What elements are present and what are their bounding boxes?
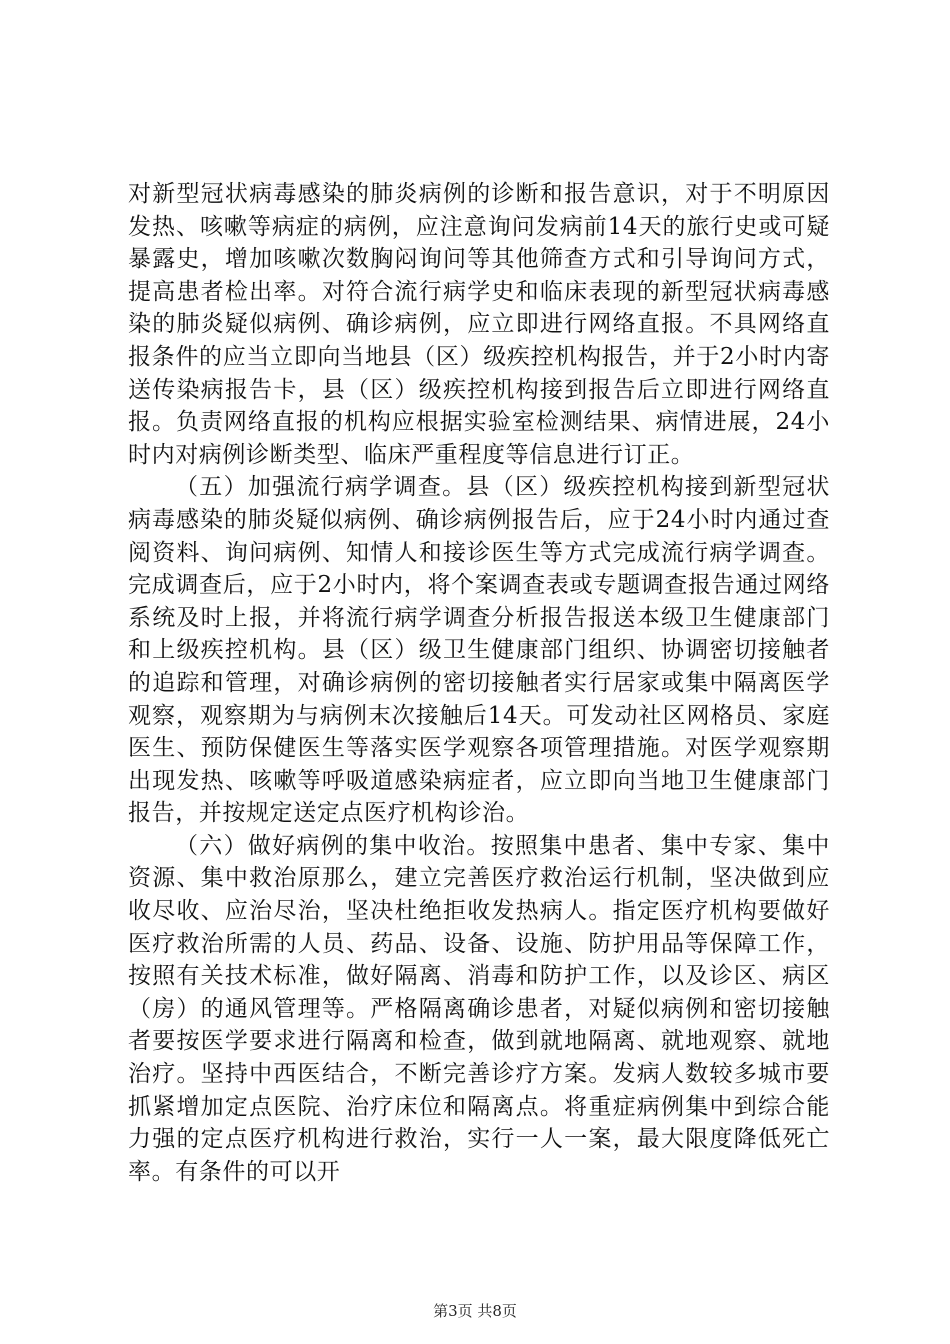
paragraph-continuation: 对新型冠状病毒感染的肺炎病例的诊断和报告意识，对于不明原因发热、咳嗽等病症的病例，应注意询问发病前14天的旅行史或可疑暴露史，增加咳嗽次数胸闷询问等其他筛查方式和引导询问方式，提高患者检出率。对符合流行病学史和临床表现的新型冠状病毒感染的肺炎疑似病例、确诊病例，应立即进行网络直报。不具网络直报条件的应当立即向当地县（区）级疾控机构报告，并于2小时内寄送传染病报告卡，县（区）级疾控机构接到报告后立即进行网络直报。负责网络直报的机构应根据实验室检测结果、病情进展，24小时内对病例诊断类型、临床严重程度等信息进行订正。 [128,181,830,468]
paragraph-section-6: （六）做好病例的集中收治。按照集中患者、集中专家、集中资源、集中救治原那么，建立完善医疗救治运行机制，坚决做到应收尽收、应治尽治，坚决杜绝拒收发热病人。指定医疗机构要做好医疗救治所需的人员、药品、设备、设施、防护用品等保障工作，按照有关技术标准，做好隔离、消毒和防护工作，以及诊区、病区（房）的通风管理等。严格隔离确诊患者，对疑似病例和密切接触者要按医学要求进行隔离和检查，做到就地隔离、就地观察、就地治疗。坚持中西医结合，不断完善诊疗方案。发病人数较多城市要抓紧增加定点医院、治疗床位和隔离点。将重症病例集中到综合能力强的定点医疗机构进行救治，实行一人一案，最大限度降低死亡率。有条件的可以开 [128,832,830,1185]
document-body [128,178,830,1188]
page-footer: 第3页 共8页 [433,1302,517,1320]
paragraph-section-5: （五）加强流行病学调查。县（区）级疾控机构接到新型冠状病毒感染的肺炎疑似病例、确诊病例报告后，应于24小时内通过查阅资料、询问病例、知情人和接诊医生等方式完成流行病学调查。完成调查后，应于2小时内，将个案调查表或专题调查报告通过网络系统及时上报，并将流行病学调查分析报告报送本级卫生健康部门和上级疾控机构。县（区）级卫生健康部门组织、协调密切接触者的追踪和管理，对确诊病例的密切接触者实行居家或集中隔离医学观察，观察期为与病例末次接触后14天。可发动社区网格员、家庭医生、预防保健医生等落实医学观察各项管理措施。对医学观察期出现发热、咳嗽等呼吸道感染病症者，应立即向当地卫生健康部门报告，并按规定送定点医疗机构诊治。 [128,474,830,827]
